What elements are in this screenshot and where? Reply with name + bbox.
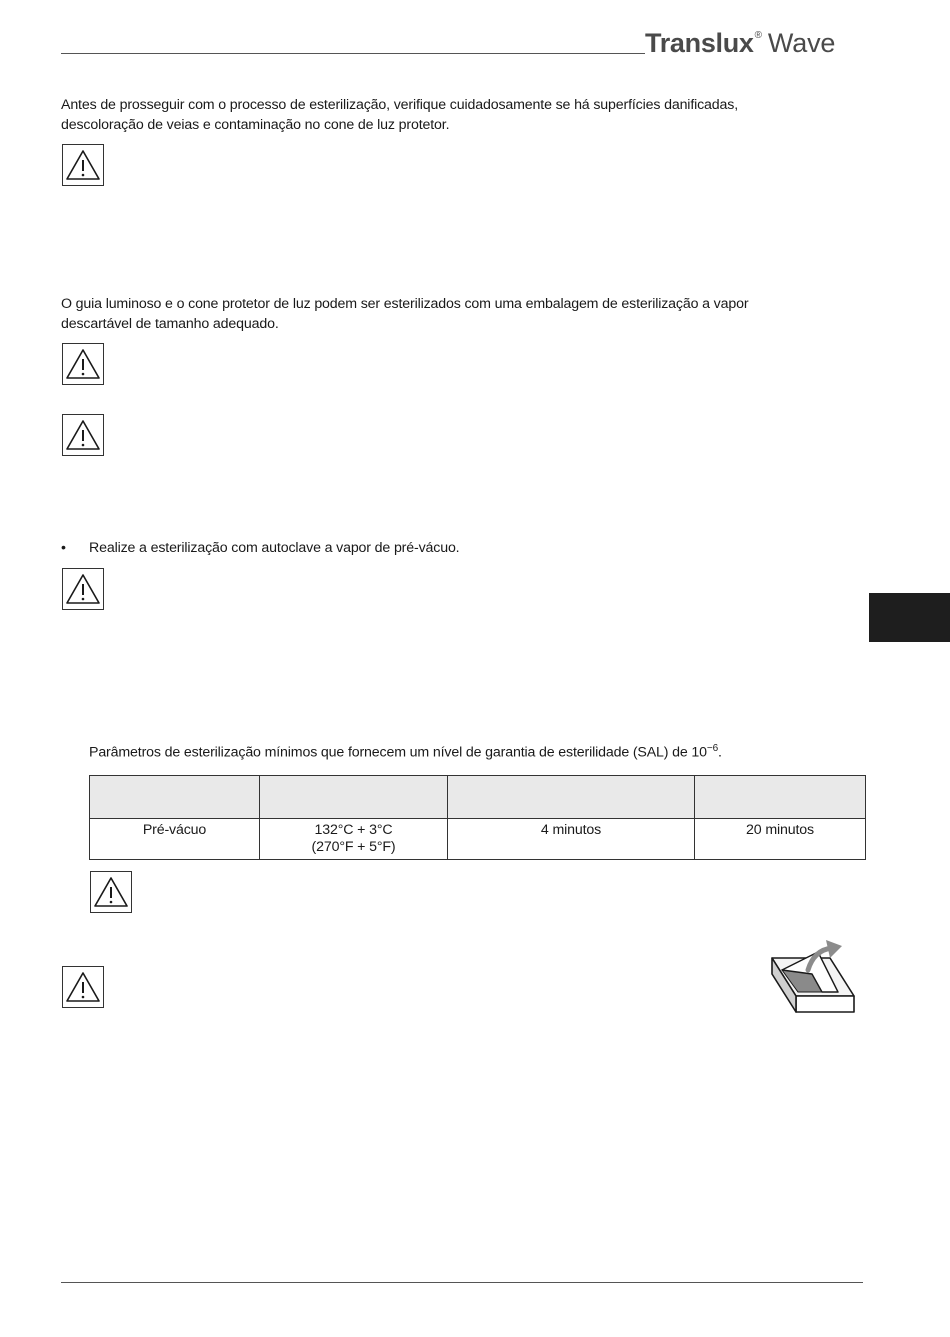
warning-triangle-icon (65, 347, 101, 381)
header-exposure-time (448, 776, 695, 819)
caption-suffix: . (718, 744, 722, 761)
inspection-paragraph (61, 95, 861, 135)
cell-temperature (260, 819, 448, 860)
header-method (90, 776, 260, 819)
cell-drying-time: 20 minutos (695, 819, 866, 860)
temperature-fahrenheit: (270°F + 5°F) (311, 839, 396, 855)
paragraph-line: O guia luminoso e o cone protetor de luz podem ser esterilizados com uma embalagem de esterilização a vapor (61, 296, 749, 312)
warning-triangle-icon (65, 970, 101, 1004)
table-caption (89, 743, 722, 761)
header-rule (61, 53, 645, 54)
paragraph-line: descartável de tamanho adequado. (61, 316, 279, 332)
header-temperature (260, 776, 448, 819)
header-drying-time (695, 776, 866, 819)
warning-box (62, 343, 104, 385)
warning-triangle-icon (65, 572, 101, 606)
warning-box (62, 414, 104, 456)
caption-text: Parâmetros de esterilização mínimos que fornecem um nível de garantia de esterilidade (SAL) de 10 (89, 744, 707, 761)
sterilization-table (89, 775, 866, 860)
paragraph-line: Antes de prosseguir com o processo de esterilização, verifique cuidadosamente se há superfícies danificadas, (61, 97, 739, 113)
brand-logo (645, 28, 835, 59)
table-row (90, 819, 866, 860)
cell-exposure-time: 4 minutos (448, 819, 695, 860)
footer-rule (61, 1282, 863, 1283)
sterilization-package-icon (768, 940, 858, 1020)
bullet-marker: • (61, 540, 66, 556)
packaging-paragraph (61, 294, 861, 334)
caption-exponent: −6 (706, 743, 719, 754)
temperature-celsius: 132°C + 3°C (314, 822, 393, 838)
warning-triangle-icon (93, 875, 129, 909)
warning-box (62, 568, 104, 610)
warning-triangle-icon (65, 148, 101, 182)
paragraph-line: descoloração de veias e contaminação no cone de luz protetor. (61, 117, 450, 133)
brand-name: Translux (645, 28, 754, 58)
cell-method: Pré-vácuo (90, 819, 260, 860)
brand-model: Wave (767, 28, 836, 58)
bullet-item: Realize a esterilização com autoclave a vapor de pré-vácuo. (89, 540, 460, 556)
warning-triangle-icon (65, 418, 101, 452)
warning-box (62, 144, 104, 186)
warning-box (62, 966, 104, 1008)
registered-mark: ® (754, 30, 762, 41)
table-header-row (90, 776, 866, 819)
section-tab (869, 593, 950, 642)
warning-box (90, 871, 132, 913)
